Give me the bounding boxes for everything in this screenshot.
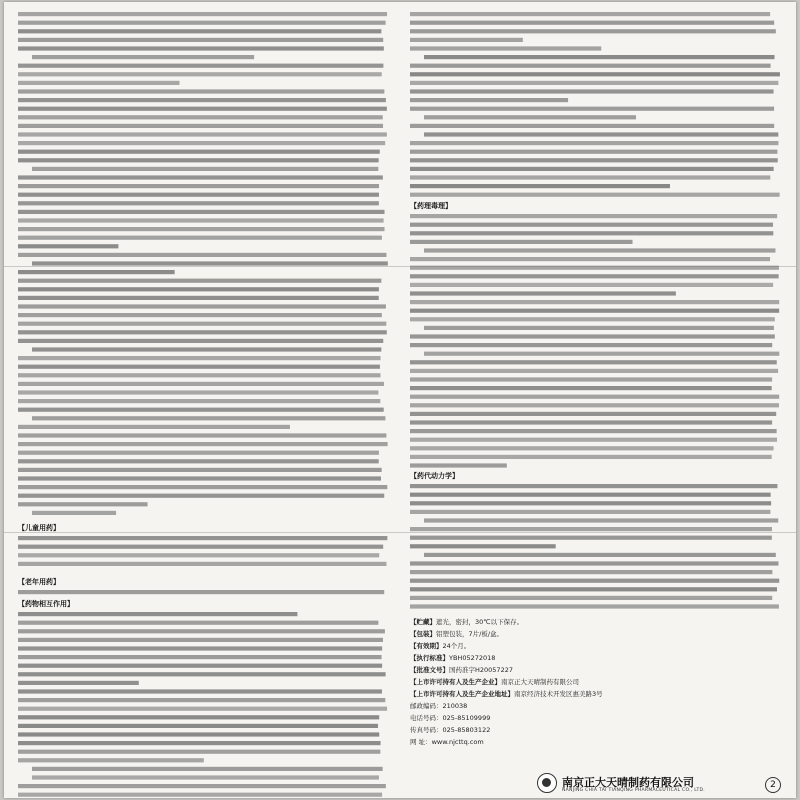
text-line xyxy=(18,244,118,248)
text-line xyxy=(18,365,380,369)
text-line xyxy=(410,420,772,424)
info-value: 电话号码：025-85109999 xyxy=(410,714,491,722)
text-line xyxy=(18,98,386,102)
text-line xyxy=(18,373,380,377)
text-line xyxy=(32,347,381,351)
text-line xyxy=(18,304,386,308)
text-line xyxy=(410,395,779,399)
text-line xyxy=(410,257,770,261)
text-line xyxy=(18,322,386,326)
text-line xyxy=(18,784,386,788)
text-line xyxy=(18,38,383,42)
text-line xyxy=(410,484,777,488)
text-line xyxy=(18,399,380,403)
info-value: 网 址：www.njcttq.com xyxy=(410,738,484,746)
text-line xyxy=(410,446,774,450)
text-line xyxy=(410,561,778,565)
text-line xyxy=(18,425,290,429)
text-line xyxy=(18,253,386,257)
body-text-lines xyxy=(410,212,782,470)
text-line xyxy=(410,72,780,76)
text-line xyxy=(410,334,775,338)
text-line xyxy=(410,107,774,111)
info-line xyxy=(410,702,467,710)
text-line xyxy=(410,38,523,42)
text-line xyxy=(18,494,384,498)
info-label: 【上市许可持有人及生产企业地址】 xyxy=(410,690,514,698)
text-line xyxy=(18,451,379,455)
text-line xyxy=(410,98,568,102)
text-line xyxy=(18,390,378,394)
text-line xyxy=(410,150,777,154)
text-line xyxy=(18,184,379,188)
text-line xyxy=(410,429,777,433)
text-line xyxy=(410,377,772,381)
info-line xyxy=(410,642,470,650)
text-line xyxy=(18,698,385,702)
section-heading: 【药理毒理】 xyxy=(410,202,452,210)
info-label: 【贮藏】 xyxy=(410,618,436,626)
text-line xyxy=(424,248,775,252)
text-line xyxy=(32,261,388,265)
text-line xyxy=(410,158,778,162)
text-line xyxy=(410,184,670,188)
text-line xyxy=(32,55,254,59)
text-line xyxy=(410,12,770,16)
text-line xyxy=(410,536,772,540)
info-line xyxy=(410,654,495,662)
text-line xyxy=(18,590,384,594)
text-line xyxy=(18,655,382,659)
text-line xyxy=(18,210,385,214)
text-line xyxy=(18,612,297,616)
text-line xyxy=(410,360,777,364)
info-value: 24个月。 xyxy=(442,642,471,650)
text-line xyxy=(410,604,779,608)
text-line xyxy=(18,707,387,711)
text-line xyxy=(410,214,777,218)
info-label: 【有效期】 xyxy=(410,642,443,650)
text-line xyxy=(18,279,381,283)
text-line xyxy=(410,141,778,145)
text-line xyxy=(18,553,379,557)
body-text-lines xyxy=(18,588,390,598)
text-line xyxy=(410,463,507,467)
text-line xyxy=(410,369,778,373)
text-line xyxy=(18,758,204,762)
text-line xyxy=(410,501,771,505)
text-line xyxy=(18,175,383,179)
text-line xyxy=(18,115,383,119)
info-value: 国药准字H20057227 xyxy=(449,666,513,674)
info-line xyxy=(410,726,490,734)
body-text-lines xyxy=(410,482,782,614)
text-line xyxy=(18,793,382,797)
text-line xyxy=(424,132,778,136)
text-line xyxy=(410,266,779,270)
text-line xyxy=(410,403,779,407)
info-line xyxy=(410,630,503,638)
info-line xyxy=(410,690,603,698)
text-line xyxy=(410,21,774,25)
text-line xyxy=(410,274,779,278)
text-line xyxy=(410,81,778,85)
company-logo-icon xyxy=(537,773,557,793)
body-text-lines xyxy=(18,534,390,576)
info-value: 传真号码：025-85803122 xyxy=(410,726,491,734)
text-line xyxy=(424,326,774,330)
text-line xyxy=(410,317,775,321)
text-line xyxy=(410,570,772,574)
text-line xyxy=(18,638,383,642)
text-line xyxy=(18,689,382,693)
text-line xyxy=(410,455,772,459)
text-line xyxy=(18,476,381,480)
text-line xyxy=(18,236,382,240)
text-line xyxy=(18,46,384,50)
text-line xyxy=(32,775,379,779)
text-line xyxy=(410,544,556,548)
text-line xyxy=(410,29,776,33)
text-line xyxy=(424,55,775,59)
body-text-lines xyxy=(18,610,390,798)
text-line xyxy=(410,596,772,600)
text-line xyxy=(410,438,777,442)
text-line xyxy=(424,518,778,522)
text-line xyxy=(410,343,772,347)
text-line xyxy=(410,223,773,227)
text-line xyxy=(18,433,386,437)
text-line xyxy=(18,201,379,205)
info-value: YBH05272018 xyxy=(449,654,496,662)
text-line xyxy=(424,553,776,557)
text-line xyxy=(18,287,379,291)
section-heading: 【儿童用药】 xyxy=(18,524,60,532)
text-line xyxy=(18,621,378,625)
text-line xyxy=(410,124,774,128)
body-text-lines xyxy=(18,10,390,522)
info-value: 铝塑包装，7片/板/盒。 xyxy=(436,630,504,638)
text-line xyxy=(18,270,175,274)
body-text-lines xyxy=(410,10,782,200)
info-line xyxy=(410,738,484,746)
section-heading: 【药物相互作用】 xyxy=(18,600,74,608)
text-line xyxy=(18,124,383,128)
text-line xyxy=(410,46,601,50)
text-line xyxy=(18,732,379,736)
text-line xyxy=(410,587,777,591)
text-line xyxy=(410,412,776,416)
text-line xyxy=(18,408,384,412)
text-line xyxy=(410,283,773,287)
text-line xyxy=(18,442,388,446)
text-line xyxy=(18,158,379,162)
text-line xyxy=(18,681,139,685)
text-line xyxy=(410,300,779,304)
text-line xyxy=(18,72,382,76)
text-line xyxy=(18,664,382,668)
text-line xyxy=(18,141,385,145)
text-line xyxy=(32,167,378,171)
section-heading: 【老年用药】 xyxy=(18,578,60,586)
text-line xyxy=(32,767,383,771)
text-line xyxy=(18,562,386,566)
text-line xyxy=(18,672,386,676)
text-line xyxy=(18,629,385,633)
info-value: 南京正大天晴制药有限公司 xyxy=(501,678,579,686)
company-name-cn: 南京正大天晴制药有限公司 xyxy=(562,776,694,789)
text-line xyxy=(410,527,772,531)
text-line xyxy=(18,485,387,489)
drug-leaflet-page xyxy=(4,2,796,798)
info-label: 【包装】 xyxy=(410,630,436,638)
text-line xyxy=(410,64,771,68)
text-line xyxy=(18,218,384,222)
text-line xyxy=(18,313,382,317)
text-line xyxy=(18,468,382,472)
text-line xyxy=(18,12,387,16)
text-line xyxy=(18,29,381,33)
text-line xyxy=(18,150,380,154)
text-line xyxy=(410,193,780,197)
text-line xyxy=(18,459,379,463)
text-line xyxy=(18,227,385,231)
text-line xyxy=(18,81,179,85)
text-line xyxy=(18,750,380,754)
company-name-en: NANJING CHIA TAI TIANQING PHARMACEUTICAL CO., LTD. xyxy=(562,788,706,793)
text-line xyxy=(18,21,386,25)
text-line xyxy=(410,386,772,390)
text-line xyxy=(410,89,774,93)
text-line xyxy=(32,416,385,420)
text-line xyxy=(18,330,387,334)
text-line xyxy=(18,741,381,745)
info-label: 【执行标准】 xyxy=(410,654,449,662)
text-line xyxy=(410,510,770,514)
text-line xyxy=(424,352,779,356)
text-line xyxy=(410,175,770,179)
text-line xyxy=(18,356,381,360)
text-line xyxy=(410,231,773,235)
text-line xyxy=(410,167,774,171)
text-line xyxy=(18,89,384,93)
text-line xyxy=(410,309,779,313)
text-line xyxy=(18,64,383,68)
info-label: 【上市许可持有人及生产企业】 xyxy=(410,678,501,686)
info-label: 【批准文号】 xyxy=(410,666,449,674)
info-line xyxy=(410,714,490,722)
text-line xyxy=(18,107,387,111)
text-line xyxy=(18,132,387,136)
info-line xyxy=(410,666,513,674)
info-value: 邮政编码：210038 xyxy=(410,702,468,710)
info-line xyxy=(410,678,579,686)
text-line xyxy=(424,115,636,119)
text-line xyxy=(32,511,116,515)
text-line xyxy=(410,291,676,295)
info-line xyxy=(410,618,523,626)
text-line xyxy=(18,724,378,728)
text-line xyxy=(18,502,148,506)
text-line xyxy=(18,536,387,540)
text-line xyxy=(18,382,384,386)
text-line xyxy=(410,493,771,497)
text-line xyxy=(410,240,633,244)
page-number: 2 xyxy=(765,777,781,793)
info-value: 南京经济技术开发区惠美路3号 xyxy=(514,690,603,698)
section-heading: 【药代动力学】 xyxy=(410,472,459,480)
text-line xyxy=(18,296,379,300)
info-value: 遮光，密封，30℃以下保存。 xyxy=(436,618,524,626)
text-line xyxy=(18,715,379,719)
text-line xyxy=(18,193,379,197)
text-line xyxy=(410,579,779,583)
text-line xyxy=(18,646,382,650)
text-line xyxy=(18,339,383,343)
text-line xyxy=(18,545,383,549)
